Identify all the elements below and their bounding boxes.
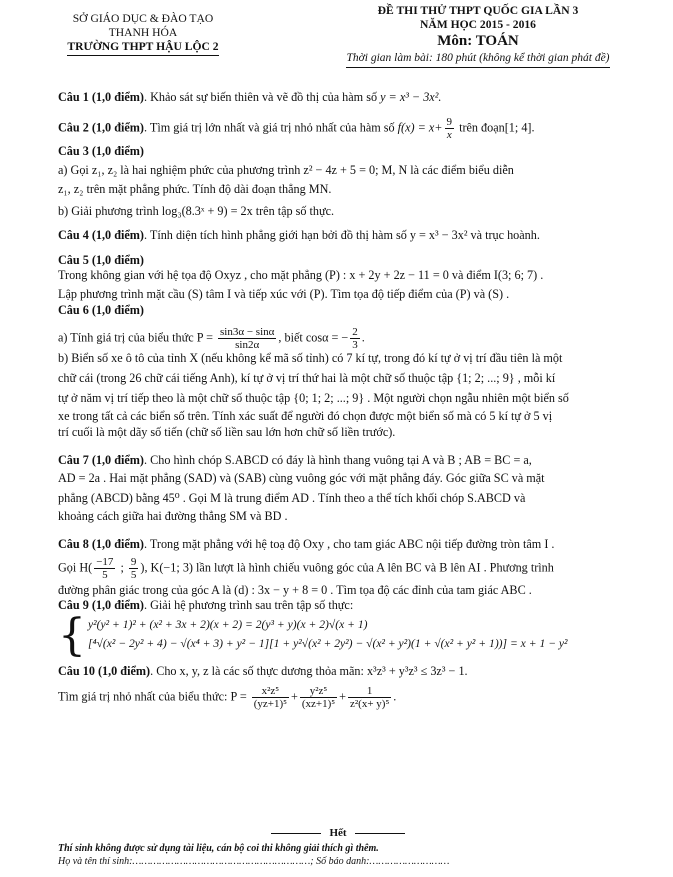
question-6b-line3: tự ở năm vị trí tiếp theo là một chữ số thuộc tập {0; 1; 2; ...; 9} . Một người chọn ngẫu nhiên một biển số — [58, 390, 569, 405]
fraction-denominator: 5 — [102, 568, 108, 581]
question-3b: b) Giải phương trình log₃(8.3ˣ + 9) = 2x trên tập số thực. — [58, 203, 335, 218]
department-name: SỞ GIÁO DỤC & ĐÀO TẠO — [72, 12, 214, 25]
question-6b-line2: chữ cái (trong 26 chữ cái tiếng Anh), kí tự ở vị trí thứ hai là một chữ số thuộc tập {1; 2; ...; 9} , mỗi kí — [58, 371, 556, 386]
fraction-numerator: 2 — [352, 326, 358, 339]
subject: Môn: TOÁN — [437, 33, 519, 50]
question-6a-condition: , biết cosα = − — [278, 330, 349, 345]
question-1-text: . Khảo sát sự biến thiên và vẽ đồ thị của hàm số — [144, 90, 381, 104]
question-5-head: Câu 5 (1,0 điểm) — [58, 252, 144, 267]
question-2-fraction — [445, 116, 455, 141]
question-3 — [58, 144, 618, 219]
fraction-numerator: 9 — [446, 115, 453, 128]
equation-1: y²(y² + 1)² + (x² + 3x + 2)(x + 2) = 2(y³ + y)(x + 2)√(x + 1) — [88, 617, 368, 631]
question-6a-cos-fraction — [350, 326, 360, 351]
header-right — [318, 4, 638, 68]
equation-system — [58, 609, 618, 661]
question-6b-line4: xe trong tất cả các biển số trên. Tính xác suất để người đó chọn được một biển số mà có 5 kí tự ở 5 vị — [58, 409, 553, 424]
question-5-line1: Trong không gian với hệ tọa độ Oxyz , cho mặt phẳng (P) : x + 2y + 2z − 11 = 0 và điểm I(3; 6; 7) . — [58, 268, 544, 283]
question-6a-text: a) Tính giá trị của biểu thức P = — [58, 330, 216, 345]
question-10-expression-label: Tìm giá trị nhỏ nhất của biểu thức: P = — [58, 689, 250, 704]
end-rule-right — [355, 833, 405, 834]
exam-title: ĐỀ THI THỬ THPT QUỐC GIA LẦN 3 — [377, 4, 579, 17]
fraction-numerator: −17 — [96, 555, 114, 568]
fraction-numerator: x²z⁵ — [252, 685, 289, 698]
question-6b-line1: b) Biển số xe ô tô của tỉnh X (nếu không kể mã số tỉnh) có 7 kí tự, trong đó kí tự ở vị trí đầu tiên là một — [58, 351, 563, 366]
question-3a-line2: z₁, z₂ trên mặt phẳng phức. Tính độ dài đoạn thẳng MN. — [58, 182, 332, 197]
fraction-denominator: (xz+1)⁵ — [301, 698, 336, 711]
question-7 — [58, 453, 618, 525]
question-10-line2: Tìm giá trị nhỏ nhất của biểu thức: P = $\frac{\text{x²z⁵}}{\text{(yz+1)⁵}}$ + $\frac{\text{y²z⁵}}{\text{(xz+1)⁵}}$ + $\frac{1}{\text{z²(x+ y)⁵}}$ . — [58, 685, 397, 711]
question-9-line1 — [58, 598, 618, 614]
question-7-line3: phẳng (ABCD) bằng 45⁰ . Gọi M là trung điểm AD . Tính theo a thể tích khối chóp S.ABCD và — [58, 490, 526, 505]
question-8-point-h: Gọi H( — [58, 559, 93, 574]
question-10-head: Câu 10 (1,0 điểm) — [58, 663, 151, 678]
header-left — [28, 12, 258, 56]
question-7-line2: AD = 2a . Hai mặt phẳng (SAD) và (SAB) cùng vuông góc với mặt phẳng đáy. Góc giữa SC và mặt — [58, 471, 545, 486]
question-1-math: y = x³ − 3x². — [380, 90, 442, 104]
coordinate-separator: ; — [117, 559, 127, 574]
candidate-note: Thí sinh không được sử dụng tài liệu, cán bộ coi thi không giải thích gì thêm. — [58, 843, 379, 855]
question-8-head: Câu 8 (1,0 điểm) — [58, 536, 144, 551]
question-10 — [58, 664, 618, 711]
question-8-fraction-x — [94, 556, 115, 581]
question-2-text: . Tìm giá trị lớn nhất và giá trị nhỏ nhất của hàm số — [144, 120, 398, 134]
question-8-line3: đường phân giác trong của góc A là (d) : 3x − y + 8 = 0 . Tìm tọa độ các đỉnh của tam giác ABC . — [58, 582, 532, 597]
system-rows — [88, 616, 567, 656]
question-2-head: Câu 2 (1,0 điểm) — [58, 120, 144, 134]
fraction-numerator: 9 — [130, 555, 137, 568]
question-1 — [58, 90, 618, 106]
question-9-text: . Giải hệ phương trình sau trên tập số thực: — [144, 598, 354, 613]
question-9 — [58, 598, 618, 661]
question-8-line2 — [58, 556, 618, 581]
question-10-fraction-1 — [252, 685, 289, 710]
question-10-fraction-2 — [300, 685, 337, 710]
question-8-fraction-y — [129, 556, 139, 581]
question-6a-fraction — [218, 326, 276, 351]
fraction-denominator: 5 — [130, 568, 137, 581]
fraction-numerator: sin3α − sinα — [220, 326, 275, 339]
question-9-head: Câu 9 (1,0 điểm) — [58, 598, 144, 613]
time-limit: Thời gian làm bài: 180 phút (không kể thời gian phát đề) — [346, 51, 609, 68]
question-6 — [58, 303, 618, 441]
question-6-head: Câu 6 (1,0 điểm) — [58, 302, 144, 317]
question-8 — [58, 537, 618, 598]
equation-2: [⁴√(x² − 2y² + 4) − √(x⁴ + 3) + y² − 1][1 + y²√(x² + 2y²) − √(x² + y²)(1 + √(x² + y² + 1))] = x + 1 − y² — [88, 636, 568, 650]
question-5 — [58, 253, 618, 303]
question-2-math: f(x) = x+ — [397, 120, 443, 134]
fraction-numerator: y²z⁵ — [300, 685, 337, 698]
fraction-denominator: z²(x+ y)⁵ — [350, 698, 390, 711]
question-2 — [58, 116, 618, 141]
school-year: NĂM HỌC 2015 - 2016 — [420, 18, 536, 32]
system-brace: { — [58, 609, 86, 661]
question-7-line4: khoảng cách giữa hai đường thẳng SM và BD . — [58, 509, 288, 524]
question-7-head: Câu 7 (1,0 điểm) — [58, 452, 144, 467]
question-10-line1 — [58, 664, 618, 680]
question-7-line1 — [58, 453, 618, 469]
province-name: THANH HÓA — [108, 25, 178, 39]
question-6a-end: . — [361, 330, 365, 345]
question-8-text: . Trong mặt phẳng với hệ toạ độ Oxy , cho tam giác ABC nội tiếp đường tròn tâm I . — [144, 536, 555, 551]
school-name: TRƯỜNG THPT HẬU LỘC 2 — [67, 40, 218, 56]
candidate-info: Họ và tên thí sinh:……………………………………………………; Số báo danh:……………………… — [58, 855, 450, 867]
fraction-denominator: 3 — [352, 339, 358, 352]
question-2-tail: trên đoạn[1; 4]. — [456, 120, 535, 134]
question-10-end: . — [393, 689, 397, 704]
question-7-text: . Cho hình chóp S.ABCD có đáy là hình thang vuông tại A và B ; AB = BC = a, — [144, 452, 532, 467]
question-3a-line1: a) Gọi z₁, z₂ là hai nghiệm phức của phương trình z² − 4z + 5 = 0; M, N là các điểm biểu diễn — [58, 163, 514, 178]
fraction-denominator: x — [446, 128, 452, 141]
question-3-head: Câu 3 (1,0 điểm) — [58, 143, 144, 158]
question-1-head: Câu 1 (1,0 điểm) — [58, 90, 144, 104]
exam-content — [58, 90, 618, 710]
question-4-head: Câu 4 (1,0 điểm) — [58, 228, 144, 243]
question-10-fraction-3 — [348, 685, 391, 710]
end-marker — [58, 826, 618, 840]
fraction-denominator: (yz+1)⁵ — [253, 698, 287, 711]
end-rule-left — [271, 833, 321, 834]
question-4 — [58, 228, 618, 244]
question-4-text: . Tính diện tích hình phẳng giới hạn bởi đồ thị hàm số y = x³ − 3x² và trục hoành. — [144, 228, 540, 243]
fraction-numerator: 1 — [348, 685, 391, 698]
question-8-line2-rest: ), K(−1; 3) lần lượt là hình chiếu vuông góc của A lên BC và B lên AI . Phương trình — [140, 559, 554, 574]
question-10-text: . Cho x, y, z là các số thực dương thỏa mãn: x³z³ + y³z³ ≤ 3z³ − 1. — [150, 663, 468, 678]
end-text: Hết — [329, 827, 347, 839]
question-5-line2: Lập phương trình mặt cầu (S) tâm I và tiếp xúc với (P). Tìm tọa độ tiếp điểm của (P) và (S) . — [58, 287, 510, 302]
fraction-denominator: sin2α — [235, 339, 260, 352]
question-6b-line5: trí cuối là một dãy số tiến (chữ số liền sau lớn hơn chữ số liền trước). — [58, 424, 396, 439]
question-8-line1 — [58, 537, 618, 553]
question-6a — [58, 326, 618, 351]
exam-footer — [58, 826, 618, 869]
